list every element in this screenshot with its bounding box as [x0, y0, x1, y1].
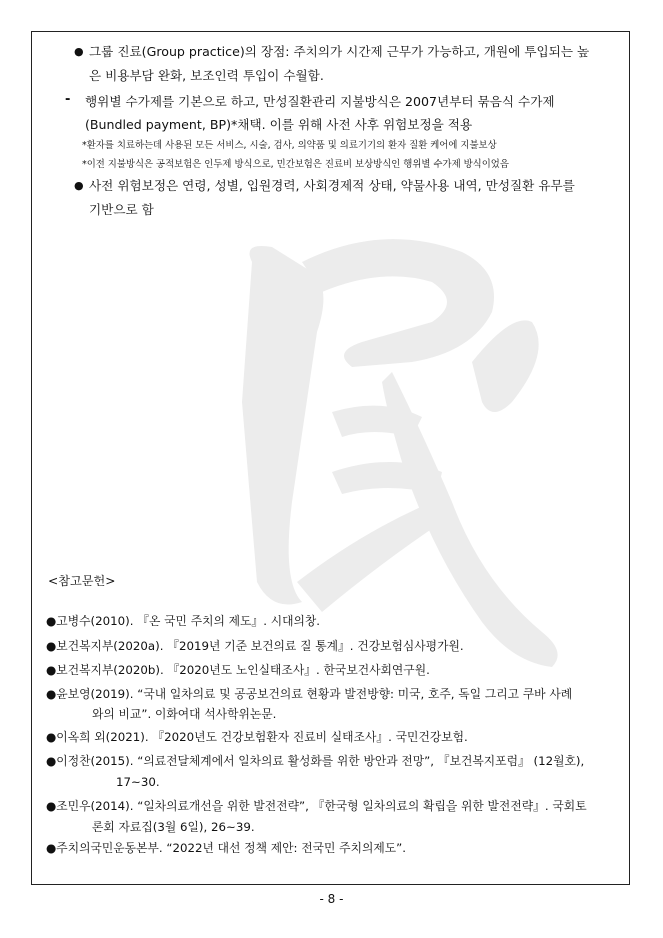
footnote-1: *환자를 치료하는데 사용된 모든 서비스, 시술, 검사, 의약품 및 의료기기의 환자 질환 케어에 지불보상 — [82, 140, 497, 151]
dash-line2: (Bundled payment, BP)*채택. 이를 위해 사전 사후 위험보정을 적용 — [85, 117, 473, 132]
reference-item: ●조민우(2014). “일차의료개선을 위한 발전전략”, 『한국형 일차의료의 확립을 위한 발전전략』. 국회토 — [46, 799, 587, 813]
reference-item-continuation: 와의 비교”. 이화여대 석사학위논문. — [92, 707, 277, 721]
bullet1-line2: 은 비용부담 완화, 보조인력 투입이 수월함. — [89, 68, 324, 83]
bullet2-line2: 기반으로 함 — [89, 202, 154, 217]
references-heading: <참고문헌> — [48, 574, 116, 588]
reference-item: ●이정찬(2015). “의료전달체계에서 일차의료 활성화를 위한 방안과 전망”, 『보건복지포럼』 (12월호), — [46, 754, 585, 768]
reference-item-continuation: 론회 자료집(3월 6일), 26~39. — [92, 820, 255, 834]
bullet2-line1: 사전 위험보정은 연령, 성별, 입원경력, 사회경제적 상태, 약물사용 내역, 만성질환 유무를 — [89, 178, 575, 193]
page-frame — [31, 31, 630, 885]
reference-item: ●윤보영(2019). “국내 일차의료 및 공공보건의료 현황과 발전방향: 미국, 호주, 독일 그리고 쿠바 사례 — [46, 687, 573, 701]
reference-item: ●이옥희 외(2021). 『2020년도 건강보험환자 진료비 실태조사』. 국민건강보험. — [46, 730, 468, 744]
reference-item: ●고병수(2010). 『온 국민 주치의 제도』. 시대의창. — [46, 614, 321, 628]
bullet-marker: ● — [74, 179, 84, 192]
page-number: - 8 - — [319, 892, 344, 906]
dash-marker: - — [65, 92, 71, 107]
reference-item: ●보건복지부(2020a). 『2019년 기준 보건의료 질 통계』. 건강보험심사평가원. — [46, 639, 464, 653]
reference-item: ●보건복지부(2020b). 『2020년도 노인실태조사』. 한국보건사회연구원. — [46, 663, 430, 677]
bullet1-line1: 그룹 진료(Group practice)의 장점: 주치의가 시간제 근무가 가능하고, 개원에 투입되는 높 — [89, 44, 590, 59]
bullet-marker: ● — [74, 45, 84, 58]
footnote-2: *이전 지불방식은 공적보험은 인두제 방식으로, 민간보험은 진료비 보상방식인 행위별 수가제 방식이었음 — [82, 159, 509, 170]
reference-item: ●주치의국민운동본부. “2022년 대선 정책 제안: 전국민 주치의제도”. — [46, 841, 407, 855]
reference-item-continuation: 17~30. — [116, 775, 160, 789]
dash-line1: 행위별 수가제를 기본으로 하고, 만성질환관리 지불방식은 2007년부터 묶음식 수가제 — [85, 94, 555, 109]
document-body — [32, 32, 629, 884]
